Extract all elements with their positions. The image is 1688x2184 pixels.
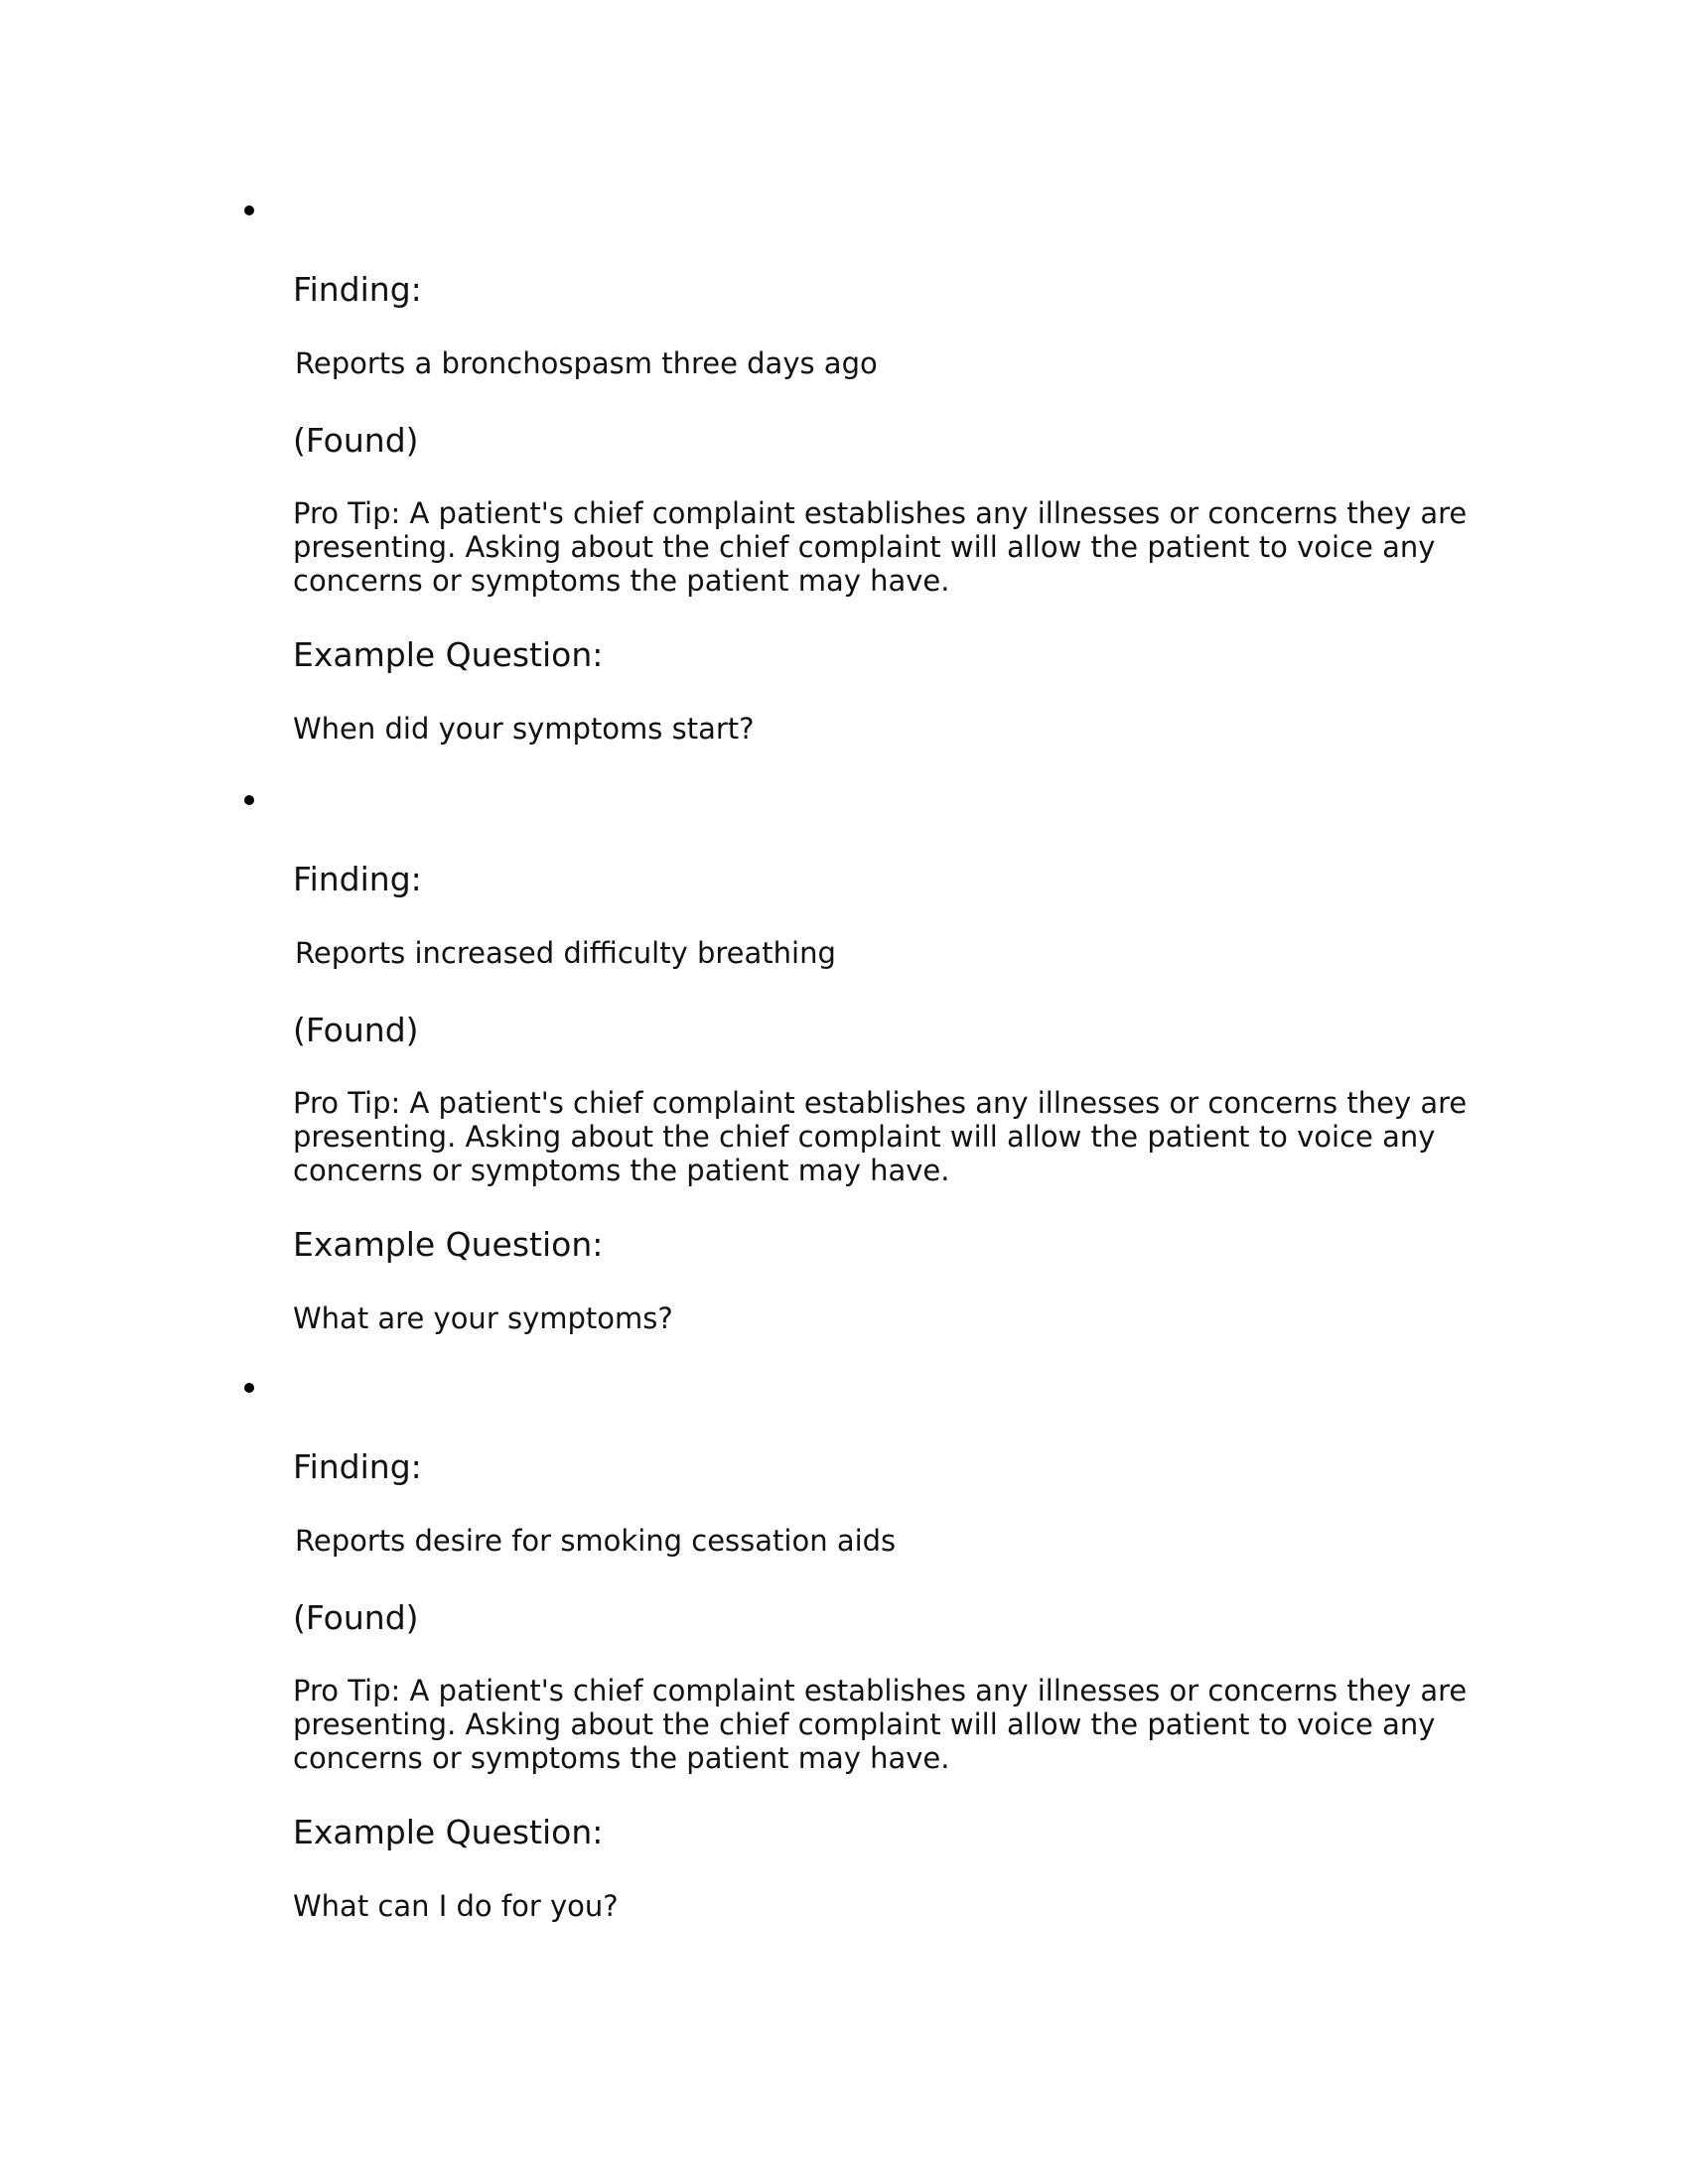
- finding-text: Reports desire for smoking cessation aids: [295, 1524, 897, 1558]
- finding-heading: Finding:: [293, 270, 422, 309]
- found-status: (Found): [293, 1011, 419, 1049]
- example-question-text: When did your symptoms start?: [293, 712, 755, 746]
- example-question-heading: Example Question:: [293, 635, 604, 674]
- pro-tip-text: Pro Tip: A patient's chief complaint establishes any illnesses or concerns they are presenting. Asking about the chief complaint will allow the patient to voice any concerns or symptoms the patient may have.: [293, 1086, 1468, 1187]
- found-status: (Found): [293, 421, 419, 460]
- finding-heading: Finding:: [293, 1447, 422, 1486]
- bullet-icon: [244, 205, 254, 215]
- finding-list-item: [0, 590, 1688, 1335]
- finding-text: Reports a bronchospasm three days ago: [295, 346, 878, 380]
- found-status: (Found): [293, 1598, 419, 1637]
- example-question-heading: Example Question:: [293, 1813, 604, 1851]
- pro-tip-text: Pro Tip: A patient's chief complaint establishes any illnesses or concerns they are presenting. Asking about the chief complaint will allow the patient to voice any concerns or symptoms the patient may have.: [293, 1674, 1468, 1775]
- example-question-text: What can I do for you?: [293, 1889, 619, 1923]
- finding-heading: Finding:: [293, 860, 422, 898]
- bullet-icon: [244, 1383, 254, 1393]
- bullet-icon: [244, 795, 254, 805]
- finding-list-item: [0, 0, 1688, 746]
- finding-list-item: [0, 1177, 1688, 1923]
- pro-tip-text: Pro Tip: A patient's chief complaint establishes any illnesses or concerns they are presenting. Asking about the chief complaint will allow the patient to voice any concerns or symptoms the patient may have.: [293, 496, 1468, 598]
- example-question-heading: Example Question:: [293, 1225, 604, 1264]
- finding-text: Reports increased difficulty breathing: [295, 936, 836, 970]
- example-question-text: What are your symptoms?: [293, 1301, 673, 1335]
